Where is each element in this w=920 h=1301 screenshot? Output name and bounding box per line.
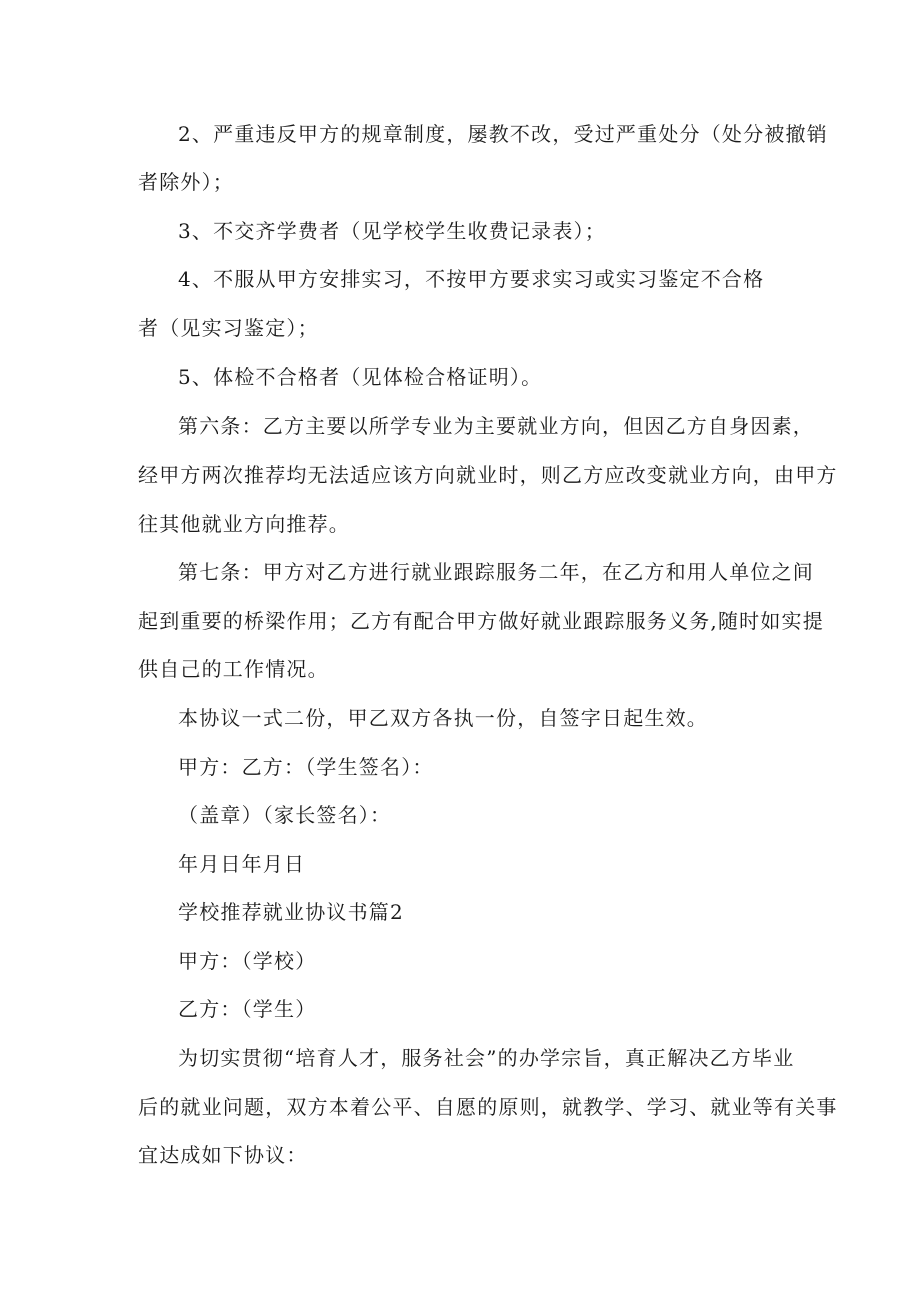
article-7-line-1: 第七条：甲方对乙方进行就业跟踪服务二年，在乙方和用人单位之间 [178, 560, 814, 584]
article-6-line-1: 第六条：乙方主要以所学专业为主要就业方向，但因乙方自身因素， [178, 414, 814, 438]
article-7-line-3: 供自己的工作情况。 [138, 657, 329, 681]
preamble-line-2: 后的就业问题，双方本着公平、自愿的原则，就教学、学习、就业等有关事 [138, 1095, 838, 1119]
clause-4-line-2: 者（见实习鉴定）； [138, 316, 319, 340]
effect-clause: 本协议一式二份，甲乙双方各执一份，自签字日起生效。 [178, 706, 708, 730]
preamble-line-1: 为切实贯彻“培育人才，服务社会”的办学宗旨，真正解决乙方毕业 [178, 1046, 795, 1070]
party-a: 甲方：（学校） [178, 949, 317, 973]
clause-3: 3、不交齐学费者（见学校学生收费记录表）； [178, 219, 606, 243]
clause-2-line-1: 2、严重违反甲方的规章制度，屡教不改，受过严重处分（处分被撤销 [178, 122, 828, 146]
party-b: 乙方：（学生） [178, 997, 317, 1021]
preamble-line-3: 宜达成如下协议： [138, 1143, 308, 1167]
stamp-line: （盖章）（家长签名）： [178, 803, 392, 827]
article-6-line-3: 往其他就业方向推荐。 [138, 512, 350, 536]
clause-4-line-1: 4、不服从甲方安排实习，不按甲方要求实习或实习鉴定不合格 [178, 267, 765, 291]
date-line: 年月日年月日 [178, 852, 306, 876]
article-6-line-2: 经甲方两次推荐均无法适应该方向就业时，则乙方应改变就业方向，由甲方 [138, 463, 838, 487]
clause-5: 5、体检不合格者（见体检合格证明）。 [178, 365, 543, 389]
signature-line: 甲方：乙方：（学生签名）： [178, 755, 434, 779]
clause-2-line-2: 者除外）； [138, 170, 234, 194]
article-7-line-2: 起到重要的桥梁作用；乙方有配合甲方做好就业跟踪服务义务,随时如实提 [138, 609, 824, 633]
section-title: 学校推荐就业协议书篇2 [178, 900, 404, 924]
